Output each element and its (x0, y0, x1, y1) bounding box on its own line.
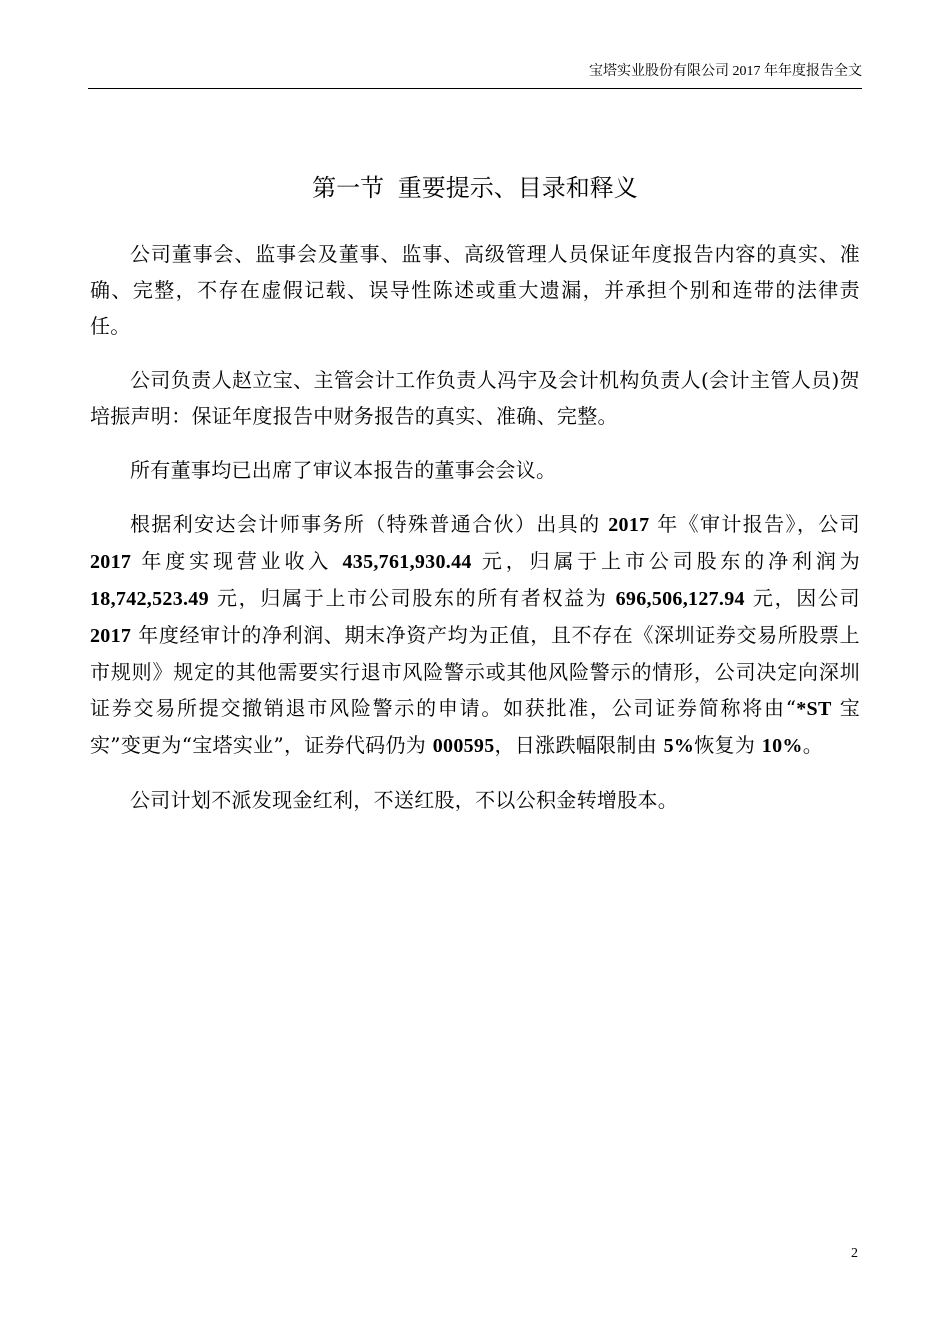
paragraph-officer-declaration: 公司负责人赵立宝、主管会计工作负责人冯宇及会计机构负责人(会计主管人员)贺培振声明：保证年度报告中财务报告的真实、准确、完整。 (90, 368, 860, 428)
text-run: 年度经审计的净利润、期末净资产均为正值，且不存在《深圳证券交易所股票上市规则》规定的其他需要实行退市风险警示或其他风险警示的情形，公司决定向深圳证券交易所提交撤销退市风险警示的申请。如获批准，公司证券简称将由“ (90, 623, 860, 720)
stock-code: 000595 (432, 735, 495, 757)
equity-value: 696,506,127.94 (615, 588, 745, 610)
net-profit-value: 18,742,523.49 (90, 588, 209, 610)
new-limit-value: 10% (761, 735, 803, 757)
revenue-value: 435,761,930.44 (342, 551, 472, 573)
running-header: 宝塔实业股份有限公司 2017 年年度报告全文 (589, 64, 862, 79)
text-run: ，日涨跌幅限制由 (494, 733, 664, 757)
text-run: 年《审计报告》，公司 (649, 512, 860, 536)
year-value: 2017 (90, 625, 132, 647)
paragraph-board-guarantee: 公司董事会、监事会及董事、监事、高级管理人员保证年度报告内容的真实、准确、完整，不存在虚假记载、误导性陈述或重大遗漏，并承担个别和连带的法律责任。 (90, 242, 860, 338)
old-limit-value: 5% (663, 735, 695, 757)
paragraph-dividend-plan: 公司计划不派发现金红利，不送红股，不以公积金转增股本。 (130, 788, 679, 812)
text-run: 宝实”变更为“宝塔实业”，证券代码仍为 (90, 696, 860, 757)
paragraph-audit-summary (90, 506, 860, 764)
text-run: 根据利安达会计师事务所（特殊普通合伙）出具的 (130, 512, 609, 536)
year-value: 2017 (608, 514, 650, 536)
text-run: 元，因公司 (744, 586, 860, 610)
text-run: 。 (802, 733, 823, 757)
document-body (90, 236, 860, 836)
text-run: 年度实现营业收入 (131, 549, 343, 573)
text-run: 元，归属于上市公司股东的所有者权益为 (208, 586, 616, 610)
year-value: 2017 (90, 551, 132, 573)
paragraph-directors-attendance: 所有董事均已出席了审议本报告的董事会会议。 (130, 458, 557, 482)
old-stock-name: *ST (796, 698, 832, 720)
text-run: 恢复为 (694, 733, 762, 757)
page-number: 2 (851, 1246, 858, 1261)
text-run: 元，归属于上市公司股东的净利润为 (471, 549, 860, 573)
header-divider (88, 88, 862, 89)
section-title: 第一节 重要提示、目录和释义 (312, 174, 638, 203)
